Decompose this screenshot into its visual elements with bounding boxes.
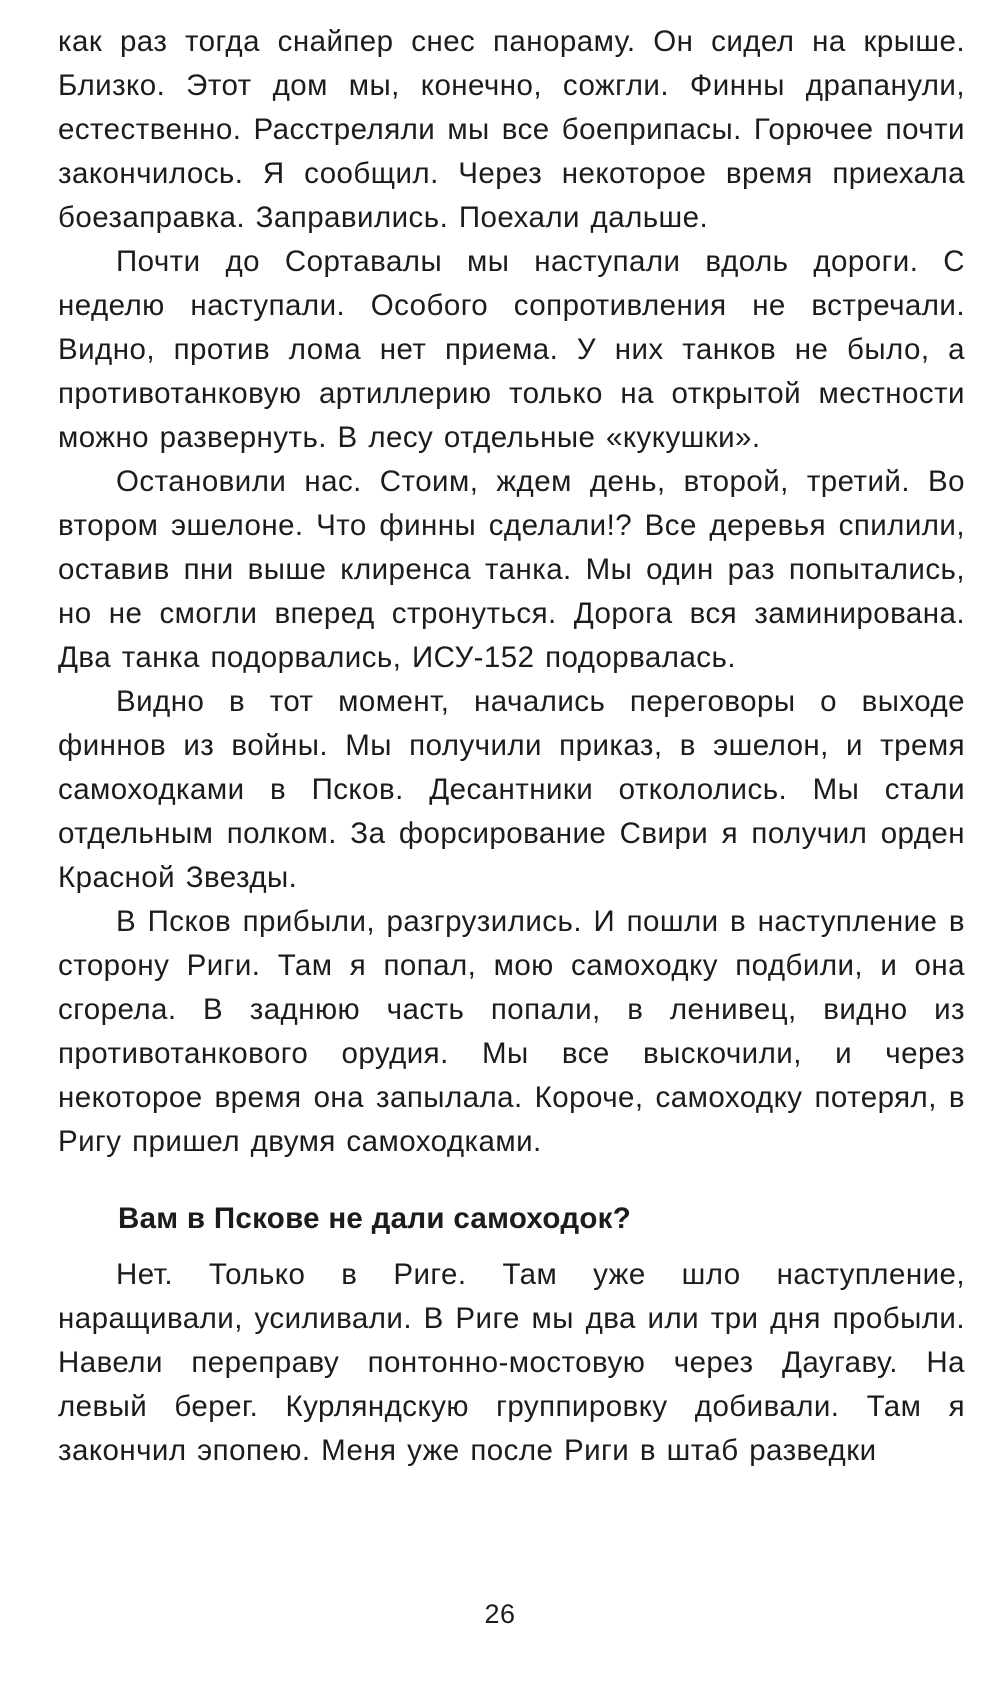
interview-question: Вам в Пскове не дали самоходок?: [118, 1202, 632, 1235]
page-number: 26: [484, 1599, 516, 1629]
paragraph-2: Почти до Сортавалы мы наступали вдоль дороги. С неделю наступали. Особого сопротивления не встречали. Видно, против лома нет приема. У них танков не было, а противотанковую артиллерию только на открытой местности можно развернуть. В лесу отдельные «кукушки».: [58, 245, 965, 454]
paragraph-1: как раз тогда снайпер снес панораму. Он сидел на крыше. Близко. Этот дом мы, конечно, сожгли. Финны драпанули, естественно. Расстреляли мы все боеприпасы. Горючее почти закончилось. Я сообщил. Через некоторое время приехала боезаправка. Заправились. Поехали дальше.: [58, 25, 965, 234]
paragraph-5: В Псков прибыли, разгрузились. И пошли в наступление в сторону Риги. Там я попал, мою самоходку подбили, и она сгорела. В заднюю часть попали, в ленивец, видно из противотанкового орудия. Мы все выскочили, и через некоторое время она запылала. Короче, самоходку потерял, в Ригу пришел двумя самоходками.: [58, 905, 965, 1158]
paragraph-3: Остановили нас. Стоим, ждем день, второй, третий. Во втором эшелоне. Что финны сделали!? Все деревья спилили, оставив пни выше клиренса танка. Мы один раз попытались, но не смогли вперед стронуться. Дорога вся заминирована. Два танка подорвались, ИСУ-152 подорвалась.: [58, 465, 965, 674]
answer-paragraph: Нет. Только в Риге. Там уже шло наступление, наращивали, усиливали. В Риге мы два или три дня пробыли. Навели переправу понтонно-мостовую через Даугаву. На левый берег. Курляндскую группировку добивали. Там я закончил эпопею. Меня уже после Риги в штаб разведки: [58, 1258, 965, 1467]
paragraph-4: Видно в тот момент, начались переговоры о выходе финнов из войны. Мы получили приказ, в эшелон, и тремя самоходками в Псков. Десантники откололись. Мы стали отдельным полком. За форсирование Свири я получил орден Красной Звезды.: [58, 685, 965, 894]
page-text-block: [58, 20, 965, 1473]
